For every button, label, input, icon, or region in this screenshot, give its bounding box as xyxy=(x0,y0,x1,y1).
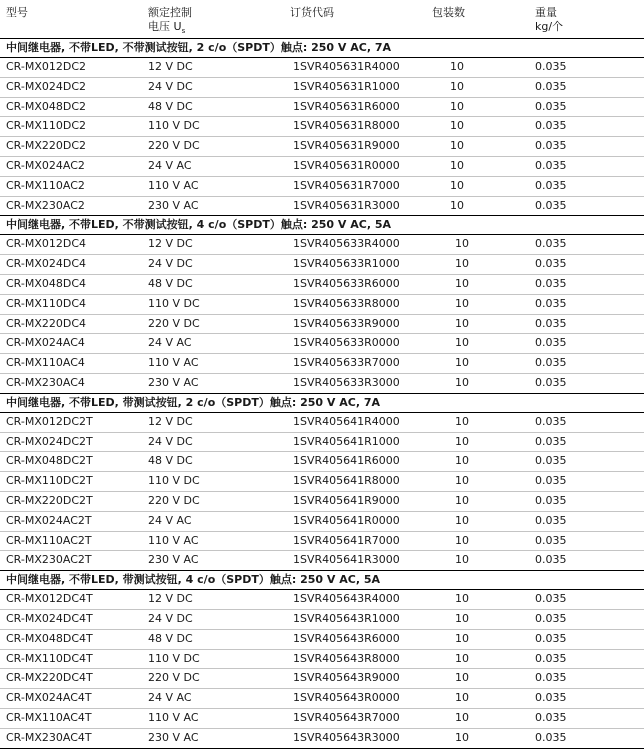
header-voltage-subscript: s xyxy=(181,27,186,35)
cell-weight: 0.035 xyxy=(535,237,567,251)
table-header xyxy=(0,0,644,39)
cell-order-code: 1SVR405631R3000 xyxy=(293,198,400,212)
header-model xyxy=(6,6,28,20)
cell-weight: 0.035 xyxy=(535,139,567,153)
cell-model: CR-MX110DC2T xyxy=(6,474,93,488)
cell-order-code: 1SVR405631R0000 xyxy=(293,158,400,172)
cell-order-code: 1SVR405643R1000 xyxy=(293,611,400,625)
cell-pack-qty: 10 xyxy=(450,139,464,153)
header-voltage-line2-text: 电压 U xyxy=(148,20,182,33)
cell-voltage: 110 V AC xyxy=(148,710,199,724)
cell-pack-qty: 10 xyxy=(455,631,469,645)
cell-model: CR-MX110DC2 xyxy=(6,119,87,133)
table-row xyxy=(0,197,644,217)
cell-voltage: 48 V DC xyxy=(148,454,193,468)
table-row xyxy=(0,729,644,749)
cell-weight: 0.035 xyxy=(535,316,567,330)
cell-model: CR-MX110AC4T xyxy=(6,710,92,724)
cell-model: CR-MX230AC4 xyxy=(6,375,85,389)
table-row xyxy=(0,709,644,729)
cell-pack-qty: 10 xyxy=(455,533,469,547)
cell-order-code: 1SVR405643R4000 xyxy=(293,592,400,606)
cell-voltage: 24 V DC xyxy=(148,434,193,448)
table-row xyxy=(0,177,644,197)
cell-voltage: 110 V DC xyxy=(148,119,200,133)
cell-weight: 0.035 xyxy=(535,434,567,448)
cell-model: CR-MX024DC2 xyxy=(6,79,87,93)
cell-weight: 0.035 xyxy=(535,730,567,744)
cell-weight: 0.035 xyxy=(535,454,567,468)
cell-weight: 0.035 xyxy=(535,79,567,93)
cell-pack-qty: 10 xyxy=(455,493,469,507)
cell-model: CR-MX220DC4 xyxy=(6,316,87,330)
cell-weight: 0.035 xyxy=(535,296,567,310)
cell-pack-qty: 10 xyxy=(455,651,469,665)
cell-weight: 0.035 xyxy=(535,257,567,271)
cell-weight: 0.035 xyxy=(535,493,567,507)
cell-pack-qty: 10 xyxy=(450,79,464,93)
cell-voltage: 110 V AC xyxy=(148,356,199,370)
cell-weight: 0.035 xyxy=(535,60,567,73)
table-row xyxy=(0,669,644,689)
cell-model: CR-MX110DC4T xyxy=(6,651,93,665)
cell-model: CR-MX220DC4T xyxy=(6,671,93,685)
cell-pack-qty: 10 xyxy=(450,60,464,73)
cell-order-code: 1SVR405633R6000 xyxy=(293,276,400,290)
table-row xyxy=(0,413,644,433)
table-row xyxy=(0,551,644,571)
table-body xyxy=(0,39,644,749)
cell-voltage: 220 V DC xyxy=(148,671,200,685)
cell-weight: 0.035 xyxy=(535,513,567,527)
cell-order-code: 1SVR405631R9000 xyxy=(293,139,400,153)
header-weight-line2: kg/个 xyxy=(535,20,564,33)
cell-order-code: 1SVR405641R0000 xyxy=(293,513,400,527)
cell-weight: 0.035 xyxy=(535,553,567,567)
cell-model: CR-MX024AC2 xyxy=(6,158,85,172)
cell-order-code: 1SVR405633R4000 xyxy=(293,237,400,251)
cell-weight: 0.035 xyxy=(535,375,567,389)
cell-order-code: 1SVR405641R7000 xyxy=(293,533,400,547)
table-row xyxy=(0,630,644,650)
cell-pack-qty: 10 xyxy=(455,671,469,685)
cell-voltage: 220 V DC xyxy=(148,316,200,330)
table-row xyxy=(0,334,644,354)
cell-weight: 0.035 xyxy=(535,414,567,428)
cell-model: CR-MX220DC2T xyxy=(6,493,93,507)
cell-voltage: 110 V DC xyxy=(148,651,200,665)
cell-weight: 0.035 xyxy=(535,671,567,685)
cell-model: CR-MX012DC2 xyxy=(6,60,87,73)
cell-model: CR-MX024DC4 xyxy=(6,257,87,271)
cell-model: CR-MX012DC2T xyxy=(6,414,93,428)
cell-voltage: 230 V AC xyxy=(148,730,199,744)
cell-model: CR-MX110AC4 xyxy=(6,356,85,370)
cell-weight: 0.035 xyxy=(535,356,567,370)
cell-pack-qty: 10 xyxy=(450,99,464,113)
table-row xyxy=(0,117,644,137)
table-row xyxy=(0,58,644,78)
cell-weight: 0.035 xyxy=(535,276,567,290)
cell-weight: 0.035 xyxy=(535,651,567,665)
cell-order-code: 1SVR405631R4000 xyxy=(293,60,400,73)
cell-order-code: 1SVR405631R7000 xyxy=(293,178,400,192)
cell-order-code: 1SVR405633R9000 xyxy=(293,316,400,330)
cell-voltage: 48 V DC xyxy=(148,276,193,290)
section-title: 中间继电器, 不带LED, 不带测试按钮, 4 c/o（SPDT）触点: 250 V AC, 5A xyxy=(0,216,644,235)
cell-pack-qty: 10 xyxy=(455,356,469,370)
cell-pack-qty: 10 xyxy=(455,454,469,468)
table-row xyxy=(0,295,644,315)
table-row xyxy=(0,255,644,275)
cell-model: CR-MX024AC2T xyxy=(6,513,92,527)
table-row xyxy=(0,354,644,374)
cell-model: CR-MX220DC2 xyxy=(6,139,87,153)
cell-voltage: 110 V AC xyxy=(148,178,199,192)
cell-voltage: 48 V DC xyxy=(148,631,193,645)
cell-model: CR-MX024AC4 xyxy=(6,336,85,350)
table-row xyxy=(0,433,644,453)
table-row xyxy=(0,689,644,709)
cell-pack-qty: 10 xyxy=(455,296,469,310)
header-model-label: 型号 xyxy=(6,6,28,19)
header-voltage xyxy=(148,6,192,38)
cell-voltage: 110 V DC xyxy=(148,296,200,310)
table-row xyxy=(0,157,644,177)
cell-model: CR-MX048DC2T xyxy=(6,454,93,468)
cell-model: CR-MX110AC2 xyxy=(6,178,85,192)
table-row xyxy=(0,512,644,532)
cell-order-code: 1SVR405643R7000 xyxy=(293,710,400,724)
cell-order-code: 1SVR405643R6000 xyxy=(293,631,400,645)
cell-weight: 0.035 xyxy=(535,198,567,212)
cell-weight: 0.035 xyxy=(535,158,567,172)
cell-voltage: 110 V AC xyxy=(148,533,199,547)
cell-pack-qty: 10 xyxy=(455,276,469,290)
cell-voltage: 220 V DC xyxy=(148,493,200,507)
cell-order-code: 1SVR405633R8000 xyxy=(293,296,400,310)
cell-pack-qty: 10 xyxy=(455,336,469,350)
cell-order-code: 1SVR405631R6000 xyxy=(293,99,400,113)
cell-model: CR-MX230AC2T xyxy=(6,553,92,567)
table-row xyxy=(0,235,644,255)
cell-weight: 0.035 xyxy=(535,710,567,724)
header-voltage-line2 xyxy=(148,20,192,38)
cell-voltage: 24 V AC xyxy=(148,158,192,172)
table-row xyxy=(0,452,644,472)
cell-order-code: 1SVR405643R8000 xyxy=(293,651,400,665)
section-title: 中间继电器, 不带LED, 不带测试按钮, 2 c/o（SPDT）触点: 250 V AC, 7A xyxy=(0,39,644,58)
cell-pack-qty: 10 xyxy=(450,178,464,192)
cell-model: CR-MX024AC4T xyxy=(6,691,92,705)
cell-model: CR-MX110DC4 xyxy=(6,296,87,310)
cell-pack-qty: 10 xyxy=(455,513,469,527)
cell-model: CR-MX012DC4 xyxy=(6,237,87,251)
cell-order-code: 1SVR405641R9000 xyxy=(293,493,400,507)
cell-pack-qty: 10 xyxy=(455,730,469,744)
cell-voltage: 230 V AC xyxy=(148,198,199,212)
cell-order-code: 1SVR405643R9000 xyxy=(293,671,400,685)
table-row xyxy=(0,98,644,118)
table-row xyxy=(0,492,644,512)
cell-pack-qty: 10 xyxy=(450,158,464,172)
cell-voltage: 24 V DC xyxy=(148,611,193,625)
cell-model: CR-MX024DC4T xyxy=(6,611,93,625)
cell-order-code: 1SVR405641R6000 xyxy=(293,454,400,468)
cell-model: CR-MX048DC4 xyxy=(6,276,87,290)
cell-pack-qty: 10 xyxy=(455,553,469,567)
cell-voltage: 12 V DC xyxy=(148,592,193,606)
cell-model: CR-MX048DC4T xyxy=(6,631,93,645)
cell-order-code: 1SVR405633R7000 xyxy=(293,356,400,370)
cell-pack-qty: 10 xyxy=(455,257,469,271)
cell-pack-qty: 10 xyxy=(455,710,469,724)
cell-weight: 0.035 xyxy=(535,592,567,606)
header-order-code xyxy=(290,6,334,20)
cell-order-code: 1SVR405633R0000 xyxy=(293,336,400,350)
cell-voltage: 12 V DC xyxy=(148,237,193,251)
header-voltage-line1: 额定控制 xyxy=(148,6,192,19)
cell-weight: 0.035 xyxy=(535,178,567,192)
table-row xyxy=(0,315,644,335)
cell-order-code: 1SVR405631R8000 xyxy=(293,119,400,133)
section-title: 中间继电器, 不带LED, 带测试按钮, 4 c/o（SPDT）触点: 250 V AC, 5A xyxy=(0,571,644,590)
cell-order-code: 1SVR405643R3000 xyxy=(293,730,400,744)
cell-order-code: 1SVR405633R1000 xyxy=(293,257,400,271)
cell-order-code: 1SVR405643R0000 xyxy=(293,691,400,705)
cell-pack-qty: 10 xyxy=(455,474,469,488)
header-pack-qty xyxy=(432,6,465,20)
cell-pack-qty: 10 xyxy=(450,119,464,133)
cell-pack-qty: 10 xyxy=(455,434,469,448)
cell-voltage: 24 V AC xyxy=(148,336,192,350)
cell-pack-qty: 10 xyxy=(455,375,469,389)
cell-model: CR-MX230AC2 xyxy=(6,198,85,212)
cell-order-code: 1SVR405641R3000 xyxy=(293,553,400,567)
cell-voltage: 24 V DC xyxy=(148,79,193,93)
cell-order-code: 1SVR405641R1000 xyxy=(293,434,400,448)
cell-pack-qty: 10 xyxy=(455,611,469,625)
cell-voltage: 110 V DC xyxy=(148,474,200,488)
cell-pack-qty: 10 xyxy=(455,316,469,330)
header-weight-line1: 重量 xyxy=(535,6,557,19)
cell-model: CR-MX024DC2T xyxy=(6,434,93,448)
table-row xyxy=(0,78,644,98)
cell-pack-qty: 10 xyxy=(455,414,469,428)
cell-voltage: 24 V AC xyxy=(148,691,192,705)
cell-weight: 0.035 xyxy=(535,99,567,113)
cell-weight: 0.035 xyxy=(535,691,567,705)
cell-pack-qty: 10 xyxy=(455,691,469,705)
cell-order-code: 1SVR405631R1000 xyxy=(293,79,400,93)
cell-pack-qty: 10 xyxy=(450,198,464,212)
cell-weight: 0.035 xyxy=(535,631,567,645)
header-weight xyxy=(535,6,563,34)
cell-voltage: 230 V AC xyxy=(148,375,199,389)
cell-pack-qty: 10 xyxy=(455,237,469,251)
header-pack-qty-label: 包装数 xyxy=(432,6,465,19)
table-row xyxy=(0,650,644,670)
cell-voltage: 48 V DC xyxy=(148,99,193,113)
header-order-code-label: 订货代码 xyxy=(290,6,334,19)
cell-pack-qty: 10 xyxy=(455,592,469,606)
cell-order-code: 1SVR405641R4000 xyxy=(293,414,400,428)
cell-model: CR-MX230AC4T xyxy=(6,730,92,744)
cell-order-code: 1SVR405633R3000 xyxy=(293,375,400,389)
cell-model: CR-MX110AC2T xyxy=(6,533,92,547)
cell-weight: 0.035 xyxy=(535,533,567,547)
cell-voltage: 24 V DC xyxy=(148,257,193,271)
table-row xyxy=(0,472,644,492)
table-row xyxy=(0,532,644,552)
section-title: 中间继电器, 不带LED, 带测试按钮, 2 c/o（SPDT）触点: 250 V AC, 7A xyxy=(0,394,644,413)
cell-model: CR-MX048DC2 xyxy=(6,99,87,113)
cell-weight: 0.035 xyxy=(535,336,567,350)
table-row xyxy=(0,137,644,157)
table-row xyxy=(0,275,644,295)
cell-weight: 0.035 xyxy=(535,611,567,625)
cell-voltage: 12 V DC xyxy=(148,60,193,73)
cell-weight: 0.035 xyxy=(535,119,567,133)
cell-model: CR-MX012DC4T xyxy=(6,592,93,606)
table-row xyxy=(0,590,644,610)
cell-order-code: 1SVR405641R8000 xyxy=(293,474,400,488)
table-row xyxy=(0,610,644,630)
cell-voltage: 12 V DC xyxy=(148,414,193,428)
cell-voltage: 220 V DC xyxy=(148,139,200,153)
cell-voltage: 24 V AC xyxy=(148,513,192,527)
table-row xyxy=(0,374,644,394)
cell-voltage: 230 V AC xyxy=(148,553,199,567)
cell-weight: 0.035 xyxy=(535,474,567,488)
